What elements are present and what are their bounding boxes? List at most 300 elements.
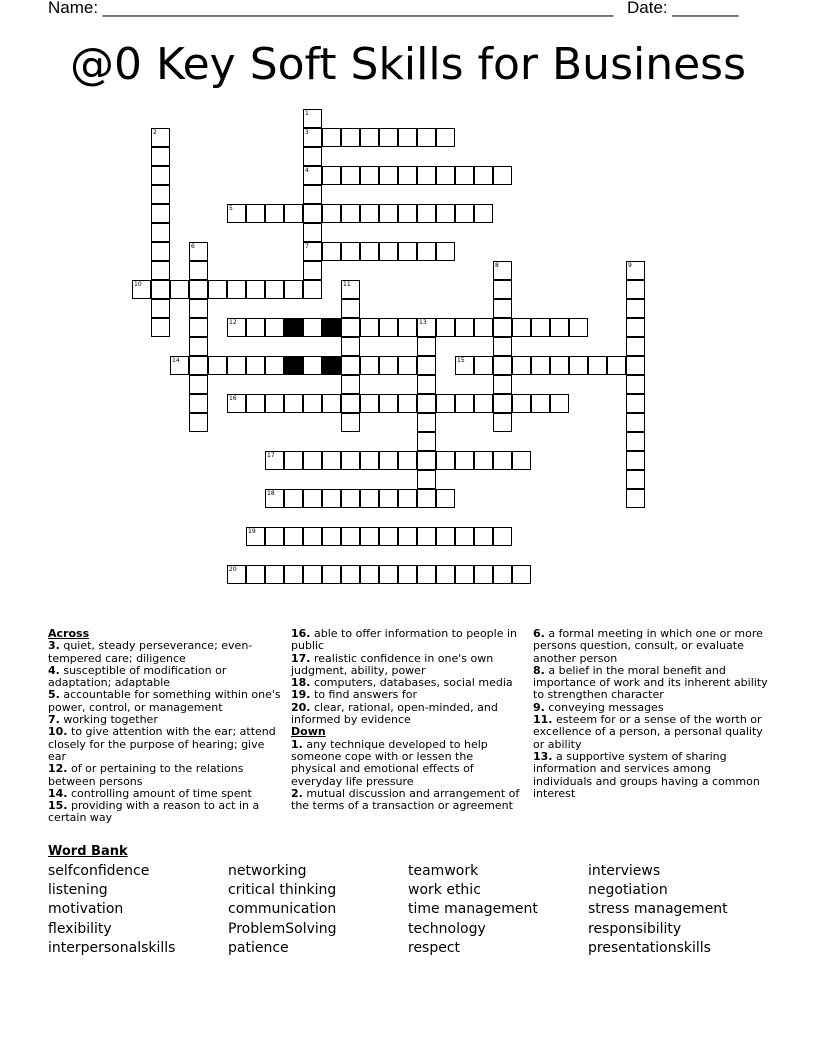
crossword-cell[interactable] (246, 204, 265, 223)
crossword-cell[interactable] (341, 489, 360, 508)
crossword-cell[interactable] (265, 565, 284, 584)
crossword-cell[interactable] (626, 299, 645, 318)
crossword-cell[interactable] (493, 565, 512, 584)
crossword-cell[interactable] (341, 166, 360, 185)
crossword-cell[interactable] (360, 242, 379, 261)
crossword-cell[interactable] (265, 489, 284, 508)
clue-item (533, 751, 769, 800)
crossword-cell[interactable] (455, 166, 474, 185)
crossword-cell[interactable] (512, 565, 531, 584)
crossword-cell[interactable] (569, 318, 588, 337)
word-bank-column-1 (48, 862, 175, 958)
clue-number: 10 (134, 281, 142, 288)
crossword-cell[interactable] (417, 451, 436, 470)
clue-item (48, 640, 282, 665)
crossword-cell[interactable] (474, 394, 493, 413)
word-bank-word: stress management (588, 901, 728, 918)
crossword-cell[interactable] (151, 128, 170, 147)
clue-text: accountable for something within one's power, control, or management (48, 688, 281, 714)
crossword-cell[interactable] (284, 565, 303, 584)
crossword-cell[interactable] (626, 375, 645, 394)
clue-number: 9 (628, 262, 632, 269)
crossword-cell[interactable] (360, 356, 379, 375)
crossword-cell[interactable] (341, 375, 360, 394)
crossword-cell[interactable] (341, 318, 360, 337)
clue-number: 11. (533, 713, 553, 727)
crossword-cell[interactable] (626, 394, 645, 413)
crossword-cell[interactable] (569, 356, 588, 375)
word-bank-word: networking (228, 863, 307, 879)
crossword-cell[interactable] (360, 204, 379, 223)
crossword-cell[interactable] (493, 299, 512, 318)
crossword-cell[interactable] (379, 166, 398, 185)
clue-text: of or pertaining to the relations between persons (48, 762, 244, 788)
crossword-block (284, 318, 303, 337)
crossword-cell[interactable] (417, 565, 436, 584)
crossword-cell[interactable] (626, 489, 645, 508)
crossword-block (322, 356, 341, 375)
crossword-cell[interactable] (512, 394, 531, 413)
word-bank-word: interviews (588, 863, 661, 879)
crossword-cell[interactable] (379, 565, 398, 584)
clue-text: computers, databases, social media (314, 676, 513, 690)
crossword-cell[interactable] (360, 394, 379, 413)
crossword-cell[interactable] (132, 280, 151, 299)
crossword-cell[interactable] (626, 280, 645, 299)
crossword-cell[interactable] (417, 356, 436, 375)
crossword-cell[interactable] (493, 280, 512, 299)
crossword-cell[interactable] (493, 527, 512, 546)
crossword-cell[interactable] (436, 451, 455, 470)
crossword-cell[interactable] (436, 565, 455, 584)
crossword-cell[interactable] (322, 242, 341, 261)
clue-item (533, 628, 769, 665)
clue-number: 10. (48, 725, 68, 739)
crossword-cell[interactable] (341, 280, 360, 299)
crossword-cell[interactable] (265, 451, 284, 470)
clue-text: working together (63, 713, 158, 727)
clue-text: realistic confidence in one's own judgment, ability, power (291, 651, 494, 677)
crossword-cell[interactable] (417, 413, 436, 432)
crossword-cell[interactable] (360, 527, 379, 546)
word-bank-word: listening (48, 882, 108, 899)
word-bank-column-2 (228, 862, 337, 958)
crossword-cell[interactable] (436, 242, 455, 261)
crossword-cell[interactable] (265, 356, 284, 375)
crossword-cell[interactable] (512, 451, 531, 470)
crossword-cell[interactable] (417, 489, 436, 508)
crossword-cell[interactable] (303, 318, 322, 337)
crossword-cell[interactable] (322, 565, 341, 584)
crossword-cell[interactable] (493, 166, 512, 185)
crossword-cell[interactable] (417, 470, 436, 489)
clue-number: 11 (343, 281, 351, 288)
crossword-cell[interactable] (341, 413, 360, 432)
crossword-cell[interactable] (398, 204, 417, 223)
crossword-cell[interactable] (626, 337, 645, 356)
clue-number: 1 (305, 110, 309, 117)
crossword-cell[interactable] (512, 356, 531, 375)
date-field-label: Date: _______ (627, 0, 739, 17)
crossword-cell[interactable] (284, 204, 303, 223)
clue-number: 17 (267, 452, 275, 459)
crossword-cell[interactable] (417, 394, 436, 413)
crossword-cell[interactable] (398, 318, 417, 337)
word-bank-word: respect (408, 939, 461, 956)
clue-number: 8. (533, 663, 545, 677)
clue-item (48, 665, 282, 690)
crossword-cell[interactable] (227, 204, 246, 223)
crossword-cell[interactable] (151, 318, 170, 337)
crossword-cell[interactable] (284, 489, 303, 508)
crossword-cell[interactable] (379, 527, 398, 546)
crossword-cell[interactable] (151, 299, 170, 318)
crossword-cell[interactable] (208, 356, 227, 375)
crossword-cell[interactable] (379, 394, 398, 413)
crossword-cell[interactable] (284, 394, 303, 413)
crossword-cell[interactable] (550, 318, 569, 337)
crossword-cell[interactable] (493, 356, 512, 375)
crossword-cell[interactable] (284, 280, 303, 299)
crossword-cell[interactable] (531, 394, 550, 413)
clue-number: 12 (229, 319, 237, 326)
crossword-cell[interactable] (398, 166, 417, 185)
crossword-cell[interactable] (626, 413, 645, 432)
crossword-cell[interactable] (303, 527, 322, 546)
crossword-cell[interactable] (303, 147, 322, 166)
crossword-cell[interactable] (189, 299, 208, 318)
crossword-cell[interactable] (246, 280, 265, 299)
clue-number: 19 (248, 528, 256, 535)
crossword-cell[interactable] (493, 413, 512, 432)
crossword-cell[interactable] (322, 451, 341, 470)
crossword-cell[interactable] (303, 242, 322, 261)
crossword-cell[interactable] (531, 356, 550, 375)
crossword-cell[interactable] (265, 318, 284, 337)
clue-item (533, 714, 769, 751)
crossword-cell[interactable] (303, 451, 322, 470)
crossword-cell[interactable] (360, 489, 379, 508)
crossword-cell[interactable] (246, 356, 265, 375)
crossword-cell[interactable] (474, 204, 493, 223)
crossword-cell[interactable] (189, 394, 208, 413)
clue-text: able to offer information to people in public (291, 627, 518, 653)
clue-text: any technique developed to help someone cope with or lessen the physical and emotional effects of everyday life pressure (291, 737, 488, 788)
clue-number: 14. (48, 786, 68, 800)
crossword-cell[interactable] (322, 527, 341, 546)
crossword-cell[interactable] (398, 451, 417, 470)
crossword-cell[interactable] (455, 394, 474, 413)
crossword-cell[interactable] (360, 565, 379, 584)
word-bank-word: communication (228, 901, 337, 918)
crossword-cell[interactable] (455, 451, 474, 470)
crossword-cell[interactable] (227, 394, 246, 413)
crossword-cell[interactable] (227, 280, 246, 299)
crossword-cell[interactable] (398, 489, 417, 508)
clue-number: 16 (229, 395, 237, 402)
crossword-cell[interactable] (493, 394, 512, 413)
crossword-cell[interactable] (474, 565, 493, 584)
crossword-cell[interactable] (626, 451, 645, 470)
crossword-cell[interactable] (626, 432, 645, 451)
crossword-cell[interactable] (379, 318, 398, 337)
clue-text: providing with a reason to act in a certain way (48, 799, 260, 825)
crossword-cell[interactable] (341, 527, 360, 546)
crossword-cell[interactable] (322, 204, 341, 223)
crossword-cell[interactable] (189, 375, 208, 394)
crossword-cell[interactable] (512, 318, 531, 337)
crossword-cell[interactable] (379, 451, 398, 470)
word-bank-word: work ethic (408, 882, 481, 899)
crossword-cell[interactable] (265, 394, 284, 413)
crossword-cell[interactable] (208, 280, 227, 299)
crossword-cell[interactable] (398, 242, 417, 261)
crossword-cell[interactable] (398, 565, 417, 584)
crossword-cell[interactable] (151, 242, 170, 261)
crossword-cell[interactable] (474, 356, 493, 375)
crossword-cell[interactable] (189, 356, 208, 375)
crossword-cell[interactable] (303, 489, 322, 508)
crossword-cell[interactable] (303, 356, 322, 375)
name-field-label: Name: ______________________________________________________ (48, 0, 614, 17)
crossword-cell[interactable] (227, 356, 246, 375)
crossword-cell[interactable] (607, 356, 626, 375)
clue-number: 1. (291, 737, 303, 751)
crossword-cell[interactable] (341, 337, 360, 356)
word-bank-word: patience (228, 939, 289, 956)
crossword-cell[interactable] (246, 527, 265, 546)
crossword-cell[interactable] (265, 527, 284, 546)
crossword-cell[interactable] (341, 565, 360, 584)
clue-number: 13. (533, 749, 553, 763)
clue-number: 14 (172, 357, 180, 364)
crossword-cell[interactable] (550, 394, 569, 413)
crossword-cell[interactable] (265, 280, 284, 299)
crossword-cell[interactable] (417, 337, 436, 356)
crossword-cell[interactable] (379, 489, 398, 508)
crossword-cell[interactable] (246, 318, 265, 337)
crossword-cell[interactable] (455, 356, 474, 375)
crossword-cell[interactable] (360, 128, 379, 147)
crossword-cell[interactable] (436, 527, 455, 546)
crossword-cell[interactable] (341, 204, 360, 223)
crossword-cell[interactable] (436, 489, 455, 508)
crossword-cell[interactable] (417, 432, 436, 451)
crossword-cell[interactable] (303, 223, 322, 242)
clue-number: 13 (419, 319, 427, 326)
crossword-cell[interactable] (189, 337, 208, 356)
crossword-cell[interactable] (151, 166, 170, 185)
crossword-cell[interactable] (436, 166, 455, 185)
crossword-cell[interactable] (246, 394, 265, 413)
crossword-cell[interactable] (417, 204, 436, 223)
crossword-cell[interactable] (151, 280, 170, 299)
word-bank-word: flexibility (48, 920, 112, 937)
clue-number: 7. (48, 713, 60, 727)
clue-item (48, 763, 282, 788)
crossword-cell[interactable] (379, 356, 398, 375)
crossword-cell[interactable] (398, 394, 417, 413)
crossword-cell[interactable] (265, 204, 284, 223)
crossword-cell[interactable] (341, 242, 360, 261)
crossword-cell[interactable] (360, 451, 379, 470)
crossword-block (284, 356, 303, 375)
clue-text: mutual discussion and arrangement of the terms of a transaction or agreement (291, 786, 520, 813)
crossword-cell[interactable] (322, 128, 341, 147)
crossword-cell[interactable] (417, 242, 436, 261)
crossword-cell[interactable] (493, 261, 512, 280)
crossword-cell[interactable] (341, 451, 360, 470)
clue-text: controlling amount of time spent (71, 786, 252, 800)
clue-number: 20 (229, 566, 237, 573)
clue-number: 5. (48, 688, 60, 702)
crossword-cell[interactable] (626, 356, 645, 375)
crossword-cell[interactable] (227, 565, 246, 584)
crossword-cell[interactable] (436, 318, 455, 337)
crossword-cell[interactable] (493, 318, 512, 337)
crossword-cell[interactable] (303, 394, 322, 413)
clue-number: 4 (305, 167, 309, 174)
clue-item (48, 726, 282, 763)
crossword-cell[interactable] (550, 356, 569, 375)
crossword-cell[interactable] (189, 280, 208, 299)
crossword-cell[interactable] (170, 356, 189, 375)
word-bank-column-4 (588, 862, 728, 958)
crossword-cell[interactable] (417, 318, 436, 337)
crossword-cell[interactable] (493, 337, 512, 356)
clue-text: conveying messages (548, 700, 664, 714)
clue-number: 15 (457, 357, 465, 364)
word-bank-word: responsibility (588, 920, 682, 937)
clue-number: 20. (291, 700, 311, 714)
clue-number: 12. (48, 762, 68, 776)
crossword-cell[interactable] (379, 204, 398, 223)
crossword-cell[interactable] (303, 261, 322, 280)
crossword-cell[interactable] (151, 204, 170, 223)
crossword-cell[interactable] (474, 318, 493, 337)
crossword-cell[interactable] (626, 318, 645, 337)
crossword-cell[interactable] (398, 356, 417, 375)
crossword-cell[interactable] (303, 109, 322, 128)
crossword-cell[interactable] (151, 223, 170, 242)
crossword-cell[interactable] (417, 166, 436, 185)
clue-number: 16. (291, 627, 311, 640)
crossword-cell[interactable] (151, 147, 170, 166)
word-bank-word: critical thinking (228, 882, 337, 899)
crossword-cell[interactable] (379, 128, 398, 147)
crossword-cell[interactable] (474, 166, 493, 185)
crossword-cell[interactable] (303, 565, 322, 584)
crossword-cell[interactable] (341, 299, 360, 318)
crossword-cell[interactable] (189, 413, 208, 432)
clue-item (291, 628, 521, 653)
crossword-cell[interactable] (151, 185, 170, 204)
crossword-cell[interactable] (227, 318, 246, 337)
crossword-cell[interactable] (436, 128, 455, 147)
crossword-cell[interactable] (151, 261, 170, 280)
crossword-cell[interactable] (455, 204, 474, 223)
clue-number: 9. (533, 700, 545, 714)
crossword-cell[interactable] (417, 527, 436, 546)
crossword-cell[interactable] (189, 261, 208, 280)
crossword-cell[interactable] (322, 394, 341, 413)
clue-text: quiet, steady perseverance; even-tempered care; diligence (48, 639, 253, 665)
across-heading: Across (48, 627, 90, 640)
crossword-cell[interactable] (322, 166, 341, 185)
crossword-cell[interactable] (455, 527, 474, 546)
crossword-cell[interactable] (417, 128, 436, 147)
crossword-cell[interactable] (189, 318, 208, 337)
clue-number: 6. (533, 627, 545, 640)
crossword-cell[interactable] (626, 261, 645, 280)
crossword-cell[interactable] (170, 280, 189, 299)
crossword-cell[interactable] (341, 128, 360, 147)
crossword-cell[interactable] (246, 565, 265, 584)
clue-number: 17. (291, 651, 311, 665)
clue-number: 19. (291, 688, 311, 702)
crossword-block (322, 318, 341, 337)
clue-number: 5 (229, 205, 233, 212)
clue-item (48, 800, 282, 825)
clue-number: 3 (305, 129, 309, 136)
clue-number: 4. (48, 663, 60, 677)
crossword-cell[interactable] (303, 128, 322, 147)
crossword-cell[interactable] (303, 166, 322, 185)
crossword-cell[interactable] (436, 204, 455, 223)
crossword-cell[interactable] (455, 318, 474, 337)
crossword-cell[interactable] (303, 204, 322, 223)
crossword-cell[interactable] (531, 318, 550, 337)
crossword-cell[interactable] (626, 470, 645, 489)
crossword-cell[interactable] (398, 128, 417, 147)
word-bank-word: time management (408, 901, 538, 918)
crossword-cell[interactable] (189, 242, 208, 261)
word-bank-word: motivation (48, 901, 124, 918)
crossword-cell[interactable] (322, 489, 341, 508)
crossword-cell[interactable] (398, 527, 417, 546)
crossword-cell[interactable] (417, 375, 436, 394)
clue-number: 15. (48, 799, 68, 813)
clues-column-2 (291, 628, 521, 812)
clues-column-3 (533, 628, 769, 800)
crossword-cell[interactable] (379, 242, 398, 261)
crossword-cell[interactable] (493, 375, 512, 394)
crossword-cell[interactable] (588, 356, 607, 375)
crossword-cell[interactable] (341, 356, 360, 375)
word-bank-word: teamwork (408, 863, 479, 879)
crossword-cell[interactable] (493, 451, 512, 470)
page-title: @0 Key Soft Skills for Business (69, 39, 747, 90)
crossword-cell[interactable] (360, 166, 379, 185)
crossword-cell[interactable] (303, 185, 322, 204)
crossword-cell[interactable] (474, 527, 493, 546)
crossword-cell[interactable] (474, 451, 493, 470)
crossword-cell[interactable] (284, 451, 303, 470)
clues-column-1 (48, 628, 282, 825)
clue-number: 18 (267, 490, 275, 497)
clue-number: 18. (291, 676, 311, 690)
crossword-cell[interactable] (360, 318, 379, 337)
word-bank-word: selfconfidence (48, 863, 150, 879)
crossword-cell[interactable] (284, 527, 303, 546)
word-bank-heading: Word Bank (48, 844, 128, 859)
crossword-cell[interactable] (436, 394, 455, 413)
clue-number: 7 (305, 243, 309, 250)
crossword-cell[interactable] (341, 394, 360, 413)
clue-number: 8 (495, 262, 499, 269)
crossword-cell[interactable] (455, 565, 474, 584)
crossword-cell[interactable] (303, 280, 322, 299)
